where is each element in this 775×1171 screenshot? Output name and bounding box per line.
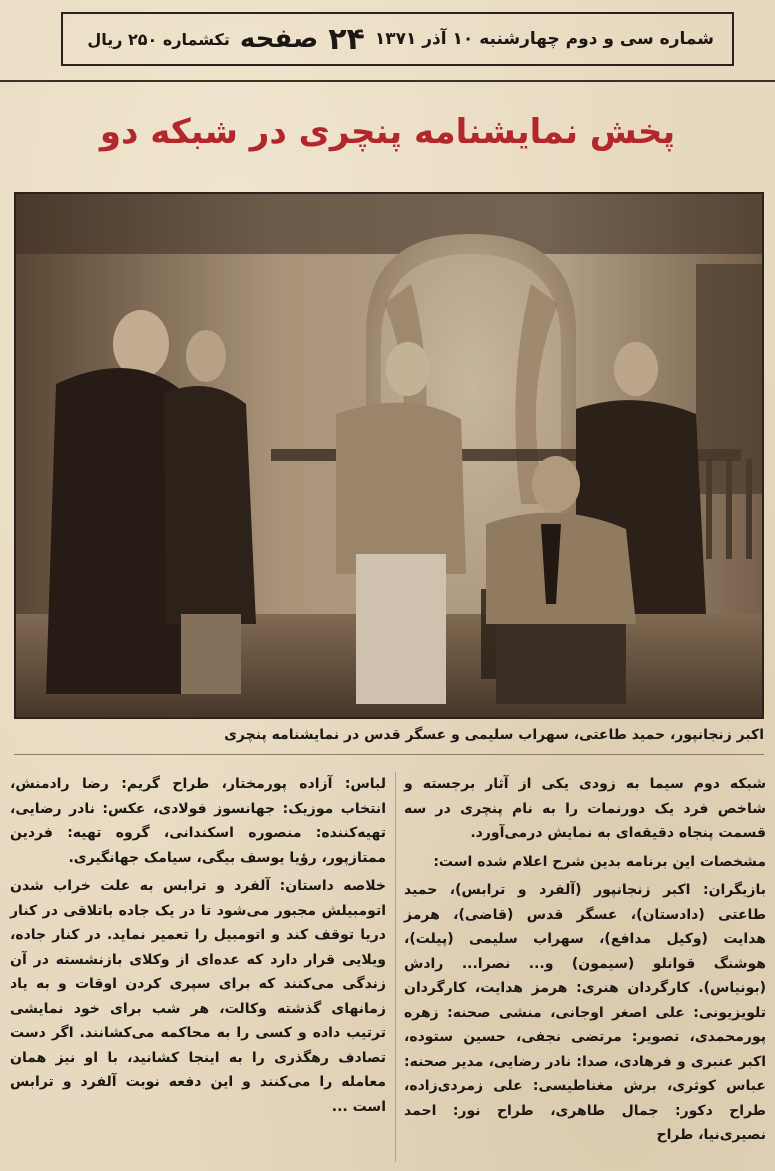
article-paragraph: خلاصه داستان: آلفرد و ترابس به علت خراب شدن اتومبیلش مجبور می‌شود تا در یک جاده باتلاقی در کنار دریا توقف کند و اتومبیل را تعمیر نماید. در کنار جاده، ویلایی قرار دارد که عده‌ای از وکلای بازنشسته در آن زندگی می‌کنند که برای سپری کردن اوقات و به یاد زمانهای گذشته وکالت، هر شب برای خود نمایشی ترتیب داده و کسی را به محاکمه می‌کشانند. اگر دست تصادف رهگذری را به اینجا کشانید، با او نیز همان معامله را می‌کنند و این دفعه نوبت آلفرد و ترابس است ... bbox=[10, 878, 386, 1115]
top-divider bbox=[0, 80, 775, 82]
article-paragraph: شبکه دوم سیما به زودی یکی از آثار برجسته و شاخص فرد یک دورنمات را به نام پنچری در سه قسمت پنجاه دقیقه‌ای به نمایش درمی‌آورد. bbox=[404, 776, 766, 841]
article-paragraph: بازیگران: اکبر زنجانپور (آلفرد و ترابس)، حمید طاعتی (دادستان)، عسگر قدس (قاضی)، هرمز هدایت (وکیل مدافع)، سهراب سلیمی (پیلت)، هوشنگ قوانلو (سیمون) و... نصرا... رادش (بونیاس). کارگردان هنری: هرمز هدایت، کارگردان تلویزیونی: علی اصغر اوجانی، منشی صحنه: زهره پورمحمدی، تصویر: مرتضی نجفی، حسین ستوده، اکبر عنبری و فرهادی، صدا: نادر رضایی، مدیر صحنه: عباس کوثری، برش مغناطیسی: علی زمردی‌زاده، طراح دکور: جمال طاهری، طراح نور: احمد نصیری‌نیا، طراح bbox=[404, 882, 766, 1143]
masthead-box bbox=[61, 12, 734, 66]
caption-divider bbox=[14, 754, 764, 755]
article-paragraph: مشخصات این برنامه بدین شرح اعلام شده است: bbox=[433, 853, 766, 870]
article-photo bbox=[14, 192, 764, 719]
page-count-number: ۲۴ bbox=[328, 21, 365, 57]
article-headline: پخش نمایشنامه پنچری در شبکه دو bbox=[99, 112, 676, 152]
page-count-word: صفحه bbox=[239, 24, 319, 54]
issue-info: شماره سی و دوم چهارشنبه ۱۰ آذر ۱۳۷۱ bbox=[374, 29, 714, 49]
column-divider bbox=[395, 772, 396, 1162]
price-info: تکشماره ۲۵۰ ریال bbox=[87, 29, 230, 49]
article-column-left bbox=[10, 772, 386, 1119]
photo-caption: اکبر زنجانپور، حمید طاعتی، سهراب سلیمی و عسگر قدس در نمایشنامه پنچری bbox=[224, 727, 764, 743]
article-paragraph: لباس: آزاده پورمختار، طراح گریم: رضا رادمنش، انتخاب موزیک: جهانسوز فولادی، عکس: نادر رضایی، تهیه‌کننده: منصوره اسکندانی، گروه تهیه: فردین ممتازپور، رؤیا یوسف بیگی، سیامک جهانگیری. bbox=[10, 776, 386, 866]
article-column-right bbox=[404, 772, 766, 1148]
